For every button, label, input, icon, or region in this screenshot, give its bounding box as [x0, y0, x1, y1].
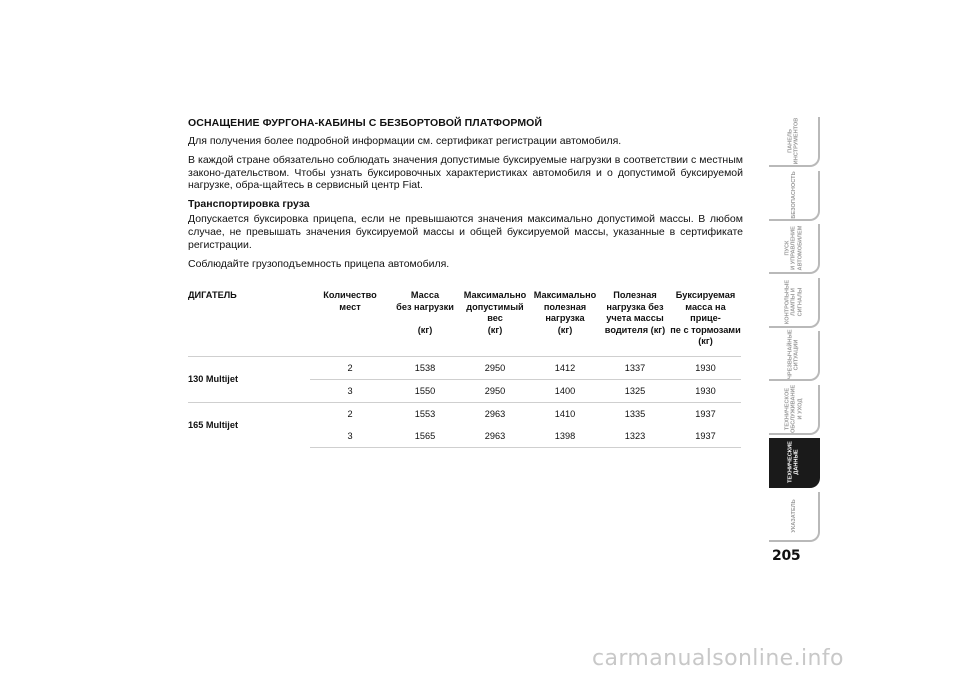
header-max-weight: Максимально допустимый вес (кг)	[463, 290, 527, 335]
table-cell: 1398	[530, 425, 600, 448]
tab-label: БЕЗОПАСНОСТЬ	[790, 170, 797, 219]
section-heading: ОСНАЩЕНИЕ ФУРГОНА-КАБИНЫ С БЕЗБОРТОВОЙ ПЛАТФОРМОЙ	[188, 117, 543, 129]
table-cell: 3	[310, 425, 390, 448]
subheading-cargo: Транспортировка груза	[188, 198, 310, 211]
table-cell: 1337	[600, 356, 670, 379]
table-cell: 1323	[600, 425, 670, 448]
table-cell: 1930	[670, 379, 741, 402]
table-cell: 1325	[600, 379, 670, 402]
header-curb-weight: Масса без нагрузки (кг)	[396, 290, 454, 335]
table-cell: 2	[310, 356, 390, 379]
table-cell: 2963	[460, 402, 530, 425]
header-payload-no-driver: Полезная нагрузка без учета массы водителя (кг)	[604, 290, 666, 335]
engine-name: 130 Multijet	[188, 356, 310, 402]
engine-name: 165 Multijet	[188, 402, 310, 447]
page-number: 205	[772, 548, 801, 564]
load-spec-table	[188, 290, 741, 448]
table-header-row	[188, 290, 741, 356]
header-seats: Количество мест	[323, 290, 377, 312]
table-cell: 2963	[460, 425, 530, 448]
tab-label: УКАЗАТЕЛЬ	[790, 498, 797, 533]
tab-maintenance[interactable]	[769, 385, 820, 435]
tab-label: ЧРЕЗВЫЧАЙНЫЕ СИТУАЦИИ	[787, 329, 800, 379]
table-cell: 1930	[670, 356, 741, 379]
tab-warning-lights[interactable]	[769, 278, 820, 328]
tab-label: КОНТРОЛЬНЫЕ ЛАМПЫ И СИГНАЛЫ	[783, 279, 803, 324]
table-cell: 1335	[600, 402, 670, 425]
table-cell: 1553	[390, 402, 460, 425]
chapter-tabs	[769, 117, 820, 545]
tab-instrument-panel[interactable]	[769, 117, 820, 167]
table-cell: 1937	[670, 402, 741, 425]
header-engine: ДИГАТЕЛЬ	[188, 290, 237, 300]
tab-label: ПАНЕЛЬ ИНСТРУМЕНТОВ	[787, 117, 800, 165]
tab-safety[interactable]	[769, 171, 820, 221]
table-row	[188, 402, 741, 425]
paragraph-capacity: Соблюдайте грузоподъемность прицепа автомобиля.	[188, 257, 450, 270]
table-cell: 1550	[390, 379, 460, 402]
table-cell: 1410	[530, 402, 600, 425]
main-content	[188, 117, 743, 276]
table-cell: 1400	[530, 379, 600, 402]
table-cell: 1937	[670, 425, 741, 448]
tab-label: ПУСК И УПРАВЛЕНИЕ АВТОМОБИЛЕМ	[783, 225, 803, 271]
table-cell: 3	[310, 379, 390, 402]
table-cell: 2950	[460, 356, 530, 379]
paragraph-towing: Допускается буксировка прицепа, если не превышаются значения максимально допустимой массы. В любом случае, не превышать значения буксируемой массы и общей буксируемой массы, указанные в сертификате регистрации.	[188, 213, 743, 251]
table-cell: 1565	[390, 425, 460, 448]
header-max-payload: Максимально полезная нагрузка (кг)	[533, 290, 597, 335]
tab-emergency[interactable]	[769, 331, 820, 381]
tab-technical-data[interactable]	[769, 438, 820, 488]
tab-label: ТЕХНИЧЕСКИЕ ДАННЫЕ	[787, 441, 800, 483]
tab-starting-driving[interactable]	[769, 224, 820, 274]
paragraph-info: Для получения более подробной информации см. сертификат регистрации автомобиля.	[188, 135, 622, 147]
tab-label: ТЕХНИЧЕСКОЕ ОБСЛУЖИВАНИЕ И УХОД	[783, 384, 803, 433]
watermark: carmanualsonline.info	[592, 646, 844, 671]
paragraph-law: В каждой стране обязательно соблюдать значения допустимые буксируемые нагрузки в соответствии с местным законо-дательством. Чтобы узнать буксировочных характеристиках автомобиля и о допустимой буксируемой нагрузке, обра-щайтесь в сервисный центр Fiat.	[188, 153, 743, 192]
table-cell: 1538	[390, 356, 460, 379]
table-cell: 2950	[460, 379, 530, 402]
tab-index[interactable]	[769, 492, 820, 542]
table-row	[188, 356, 741, 379]
header-towable-mass: Буксируемая масса на прице- пе с тормозами (кг)	[670, 290, 741, 346]
table-cell: 1412	[530, 356, 600, 379]
table-cell: 2	[310, 402, 390, 425]
